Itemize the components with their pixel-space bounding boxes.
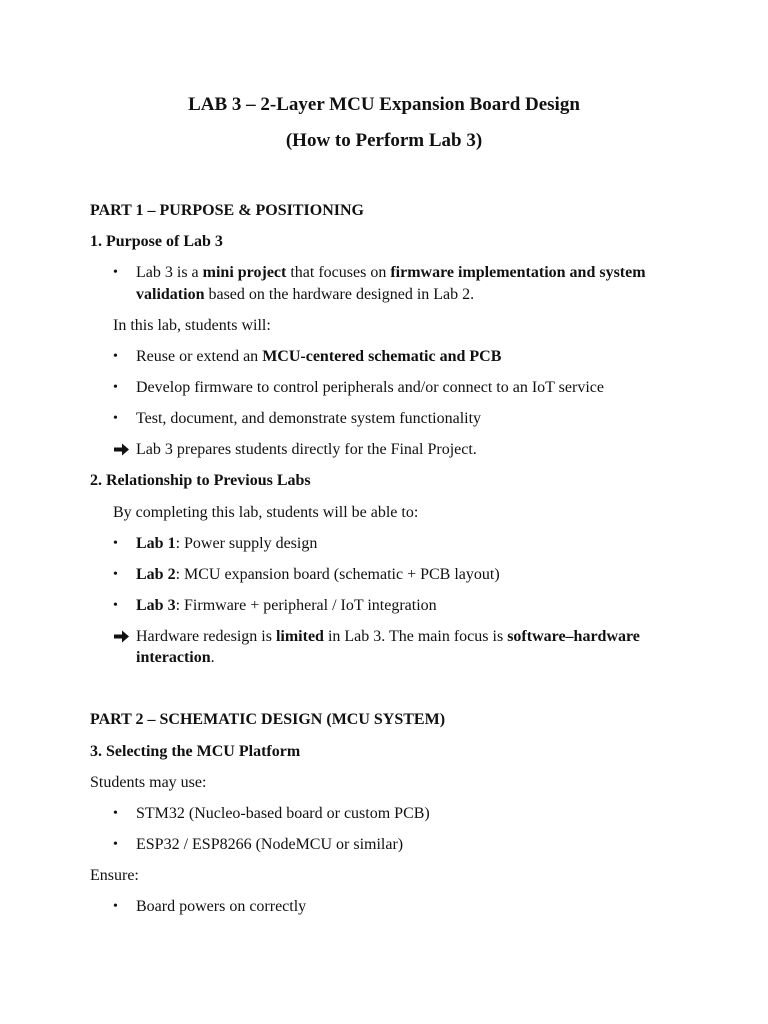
section2-intro: By completing this lab, students will be able to: bbox=[113, 504, 419, 521]
ensure-label: Ensure: bbox=[90, 867, 139, 884]
section3-heading: 3. Selecting the MCU Platform bbox=[90, 743, 301, 760]
right-arrow-icon bbox=[113, 439, 131, 466]
bullet: • bbox=[113, 837, 118, 852]
section2-heading: 2. Relationship to Previous Labs bbox=[90, 472, 311, 489]
bullet: • bbox=[113, 899, 118, 914]
bullet: • bbox=[113, 411, 118, 426]
document-page: LAB 3 – 2-Layer MCU Expansion Board Design (How to Perform Lab 3) PART 1 – PURPOSE & POSITIONING 1. Purpose of Lab 3 • Lab 3 is a mini project that focuses on firmware implementation and system validation based on the hardware designed in Lab 2. In this lab, students will: • Reuse or extend an MCU-centered schematic and PCB • Develop firmware to control peripherals and/or connect to an IoT service • Test, document, and demonstrate system functionality Lab 3 prepares students directly for the Final Project. 2. Relationship to Previous Labs By completing this lab, students will be able to: • Lab 1: Power supply design • Lab 2: MCU expansion board (schematic + PCB layout) • Lab 3: Firmware + peripheral / IoT integration Hardware redesign is limited in Lab 3. The main focus is software–hardware interaction. PART 2 – SCHEMATIC DESIGN (MCU SYSTEM) 3. Selecting the MCU Platform Students may use: • STM32 (Nucleo-based board or custom PCB) • ESP32 / ESP8266 (NodeMCU or similar) Ensure: • Board powers on correctly bbox=[0, 0, 768, 1024]
section1-intro: In this lab, students will: bbox=[113, 317, 271, 334]
list-item-continuation: validation based on the hardware designed in Lab 2. bbox=[136, 286, 475, 303]
bullet: • bbox=[113, 536, 118, 551]
part1-heading: PART 1 – PURPOSE & POSITIONING bbox=[90, 202, 364, 219]
section1-heading: 1. Purpose of Lab 3 bbox=[90, 233, 223, 250]
part2-heading: PART 2 – SCHEMATIC DESIGN (MCU SYSTEM) bbox=[90, 711, 446, 728]
bullet: • bbox=[113, 349, 118, 364]
bullet: • bbox=[113, 806, 118, 821]
arrow-note-continuation: interaction. bbox=[136, 649, 215, 666]
doc-title: LAB 3 – 2-Layer MCU Expansion Board Design bbox=[188, 94, 580, 115]
doc-subtitle: (How to Perform Lab 3) bbox=[285, 130, 483, 151]
section3-intro: Students may use: bbox=[90, 774, 207, 791]
bullet: • bbox=[113, 567, 118, 582]
bullet: • bbox=[113, 265, 118, 280]
bullet: • bbox=[113, 380, 118, 395]
bullet: • bbox=[113, 598, 118, 613]
right-arrow-icon bbox=[113, 626, 131, 653]
